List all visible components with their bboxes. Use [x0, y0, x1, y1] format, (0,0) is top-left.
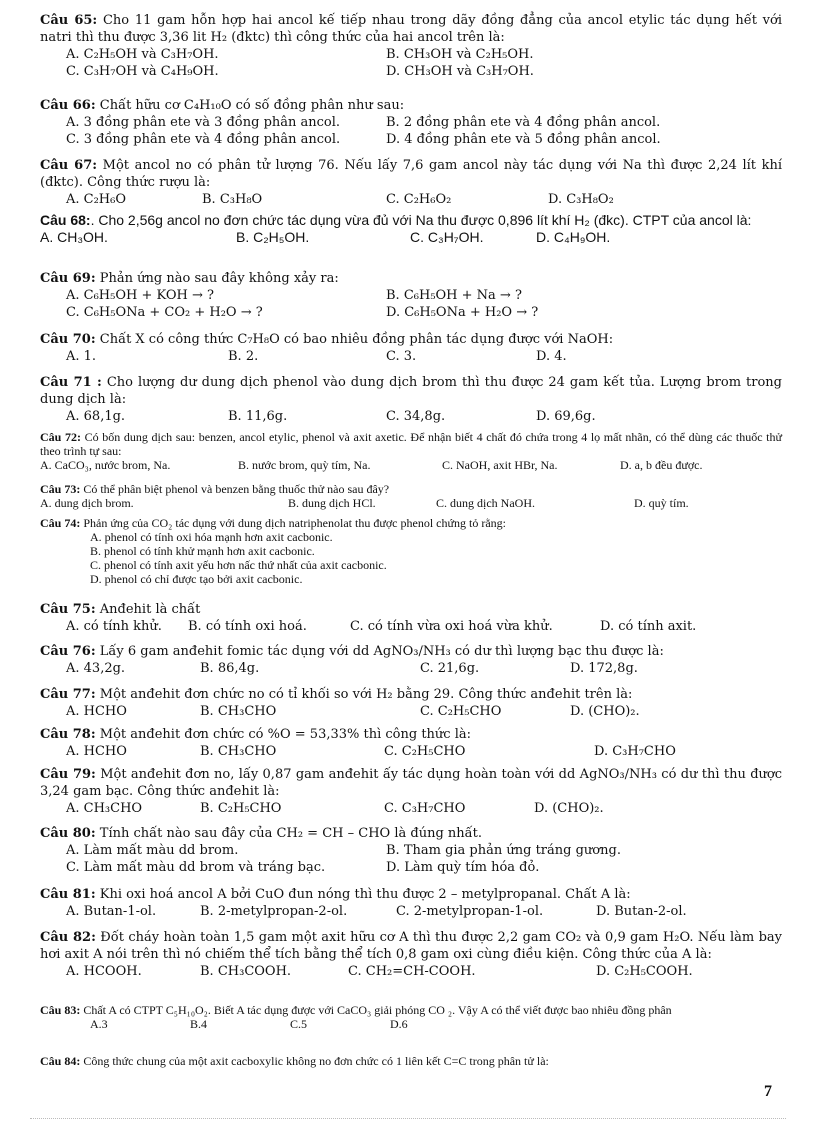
option-a: A. có tính khử. [66, 619, 162, 634]
option-c: C. C₂H₅CHO [384, 744, 466, 759]
option-a: A. 3 đồng phân ete và 3 đồng phân ancol. [66, 115, 341, 130]
question-83 [40, 1003, 782, 1031]
question-71 [40, 374, 782, 425]
question-number: Câu 66: [40, 98, 96, 113]
question-text: Chất A có CTPT C₅H₁₀O₂. Biết A tác dụng được với CaCO₃ giải phóng CO ₂. Vậy A có thể viết được bao nhiêu đồng phân [83, 1003, 672, 1017]
option-d: D. Làm quỳ tím hóa đỏ. [386, 860, 540, 875]
option-b: B. C₂H₅CHO [200, 801, 282, 816]
question-text: Phản ứng của CO₂ tác dụng với dung dịch natriphenolat thu được phenol chứng tỏ rằng: [83, 516, 506, 530]
question-number: Câu 82: [40, 930, 96, 945]
option-d: D. 4. [536, 349, 567, 364]
question-number: Câu 77: [40, 687, 96, 702]
option-a: A. CaCO₃, nước brom, Na. [40, 458, 171, 472]
option-a: A. Butan-1-ol. [66, 904, 157, 919]
option-b: B. CH₃CHO [200, 744, 277, 759]
option-c: C. dung dịch NaOH. [436, 496, 535, 510]
option-a: A. phenol có tính oxi hóa mạnh hơn axit cacbonic. [90, 530, 333, 544]
option-b: B. C₆H₅OH + Na → ? [386, 288, 522, 303]
option-a: A. C₂H₅OH và C₃H₇OH. [66, 47, 219, 62]
question-number: Câu 81: [40, 887, 96, 902]
option-d: D. 4 đồng phân ete và 5 đồng phân ancol. [386, 132, 661, 147]
option-c: C. phenol có tính axit yếu hơn nấc thứ nhất của axit cacbonic. [90, 558, 387, 572]
option-c: C. NaOH, axit HBr, Na. [442, 458, 558, 472]
question-text: Đốt cháy hoàn toàn 1,5 gam một axit hữu cơ A thì thu được 2,2 gam CO₂ và 0,9 gam H₂O. Nếu làm bay hơi axit A nói trên thì nó chiếm thể tích bằng thể tích 0,8 gam oxi cùng điều kiện. Công thức của A là: [40, 930, 783, 962]
question-text: Một anđehit đơn chức có %O = 53,33% thì công thức là: [99, 727, 471, 742]
option-b: B. 11,6g. [228, 409, 288, 424]
page-number: 7 [764, 1083, 772, 1100]
option-d: D. C₃H₇CHO [594, 744, 676, 759]
question-text: Có bốn dung dịch sau: benzen, ancol etylic, phenol và axit axetic. Để nhận biết 4 chất đó chứa trong 4 lọ mất nhãn, có thể dùng các thuốc thử theo trình tự sau: [40, 430, 782, 458]
option-d: D. 172,8g. [570, 661, 638, 676]
question-number: Câu 84: [40, 1054, 81, 1068]
question-text: Phản ứng nào sau đây không xảy ra: [99, 271, 339, 286]
option-b: B. C₂H₅OH. [236, 229, 310, 245]
question-text: Cho lượng dư dung dịch phenol vào dung dịch brom thì thu được 24 gam kết tủa. Lượng brom trong dung dịch là: [40, 375, 782, 407]
question-78 [40, 726, 782, 760]
option-c: C. C₆H₅ONa + CO₂ + H₂O → ? [66, 305, 263, 320]
question-text: Anđehit là chất [99, 602, 201, 617]
question-number: Câu 67: [40, 158, 98, 173]
option-b: B. 86,4g. [200, 661, 260, 676]
option-d: D. 69,6g. [536, 409, 596, 424]
option-d: D. có tính axit. [600, 619, 697, 634]
option-c: C. 2-metylpropan-1-ol. [396, 904, 544, 919]
option-b: B. C₃H₈O [202, 192, 263, 207]
option-a: A. C₂H₆O [66, 192, 127, 207]
footer-divider [30, 1118, 786, 1119]
question-number: Câu 79: [40, 767, 96, 782]
option-d: D. (CHO)₂. [570, 704, 640, 719]
option-c: C. C₃H₇CHO [384, 801, 466, 816]
question-text: Tính chất nào sau đây của CH₂ = CH – CHO là đúng nhất. [99, 826, 482, 841]
option-b: B. 2. [228, 349, 259, 364]
option-b: B. 2 đồng phân ete và 4 đồng phân ancol. [386, 115, 661, 130]
option-a: A. C₆H₅OH + KOH → ? [66, 288, 214, 303]
question-77 [40, 686, 782, 720]
option-a: A. HCHO [66, 744, 127, 759]
question-69 [40, 270, 782, 321]
question-65 [40, 12, 782, 80]
question-84 [40, 1054, 782, 1068]
option-d: D. Butan-2-ol. [596, 904, 687, 919]
option-b: B. CH₃COOH. [200, 964, 292, 979]
option-c: C. CH₂=CH-COOH. [348, 964, 476, 979]
option-b: B. CH₃OH và C₂H₅OH. [386, 47, 534, 62]
option-a: A. HCOOH. [66, 964, 142, 979]
question-75 [40, 601, 782, 635]
question-text: Chất hữu cơ C₄H₁₀O có số đồng phân như sau: [99, 98, 405, 113]
question-68 [40, 212, 782, 246]
option-d: D. CH₃OH và C₃H₇OH. [386, 64, 534, 79]
option-b: B.4 [190, 1017, 208, 1031]
question-text: . Cho 2,56g ancol no đơn chức tác dụng vừa đủ với Na thu được 0,896 lít khí H₂ (đkc). CTPT của ancol là: [90, 212, 752, 228]
question-74 [40, 516, 782, 586]
question-number: Câu 80: [40, 826, 96, 841]
question-number: Câu 76: [40, 644, 96, 659]
option-b: B. Tham gia phản ứng tráng gương. [386, 843, 621, 858]
option-d: D. quỳ tím. [634, 496, 689, 510]
option-d: D. phenol có chỉ được tạo bởi axit cacbonic. [90, 572, 303, 586]
question-number: Câu 72: [40, 430, 81, 444]
question-text: Một anđehit đơn chức no có tỉ khối so với H₂ bằng 29. Công thức anđehit trên là: [99, 687, 633, 702]
option-b: B. dung dịch HCl. [288, 496, 376, 510]
option-a: A. 43,2g. [66, 661, 126, 676]
option-c: C. 21,6g. [420, 661, 480, 676]
question-number: Câu 68: [40, 212, 91, 228]
option-c: C. Làm mất màu dd brom và tráng bạc. [66, 860, 326, 875]
question-text: Chất X có công thức C₇H₈O có bao nhiêu đồng phân tác dụng được với NaOH: [99, 332, 614, 347]
question-text: Công thức chung của một axit cacboxylic không no đơn chức có 1 liên kết C=C trong phân tử là: [83, 1054, 549, 1068]
option-c: C. C₂H₅CHO [420, 704, 502, 719]
option-d: D. C₃H₈O₂ [548, 192, 614, 207]
question-number: Câu 65: [40, 13, 98, 28]
question-text: Có thể phân biệt phenol và benzen bằng thuốc thử nào sau đây? [83, 482, 390, 496]
question-number: Câu 71 : [40, 375, 102, 390]
option-a: A. CH₃CHO [66, 801, 143, 816]
option-d: D.6 [390, 1017, 408, 1031]
question-text: Một anđehit đơn no, lấy 0,87 gam anđehit ấy tác dụng hoàn toàn với dd AgNO₃/NH₃ có dư thì thu được 3,24 gam bạc. Công thức anđehit là: [40, 767, 783, 799]
question-text: Khi oxi hoá ancol A bởi CuO đun nóng thì thu được 2 – metylpropanal. Chất A là: [99, 887, 631, 902]
question-81 [40, 886, 782, 920]
option-b: B. phenol có tính khử mạnh hơn axit cacbonic. [90, 544, 315, 558]
question-80 [40, 825, 782, 876]
question-number: Câu 74: [40, 516, 81, 530]
option-b: B. nước brom, quỳ tím, Na. [238, 458, 371, 472]
question-number: Câu 83: [40, 1003, 81, 1017]
option-c: C. C₂H₆O₂ [386, 192, 452, 207]
option-c: C. C₃H₇OH. [410, 229, 484, 245]
question-number: Câu 78: [40, 727, 96, 742]
option-c: C. 34,8g. [386, 409, 446, 424]
option-d: D. C₄H₉OH. [536, 229, 611, 245]
question-67 [40, 157, 782, 208]
question-70 [40, 331, 782, 365]
question-text: Cho 11 gam hỗn hợp hai ancol kế tiếp nhau trong dãy đồng đẳng của ancol etylic tác dụng hết với natri thì thu được 3,36 lit H₂ (đktc) thì công thức của hai ancol trên là: [40, 13, 782, 45]
option-c: C. C₃H₇OH và C₄H₉OH. [66, 64, 219, 79]
option-a: A. dung dịch brom. [40, 496, 134, 510]
question-number: Câu 69: [40, 271, 96, 286]
option-a: A. Làm mất màu dd brom. [66, 843, 239, 858]
question-73 [40, 482, 782, 510]
question-number: Câu 75: [40, 602, 96, 617]
question-82 [40, 929, 782, 980]
question-79 [40, 766, 782, 817]
option-c: C. 3. [386, 349, 417, 364]
option-a: A. HCHO [66, 704, 127, 719]
option-d: D. a, b đều được. [620, 458, 703, 472]
option-d: D. C₆H₅ONa + H₂O → ? [386, 305, 539, 320]
option-a: A.3 [90, 1017, 108, 1031]
option-c: C.5 [290, 1017, 308, 1031]
question-76 [40, 643, 782, 677]
option-b: B. có tính oxi hoá. [188, 619, 307, 634]
option-b: B. 2-metylpropan-2-ol. [200, 904, 348, 919]
option-c: C. 3 đồng phân ete và 4 đồng phân ancol. [66, 132, 341, 147]
option-a: A. 1. [66, 349, 97, 364]
question-66 [40, 97, 782, 148]
question-text: Một ancol no có phân tử lượng 76. Nếu lấy 7,6 gam ancol này tác dụng với Na thì được 2,24 lít khí (đktc). Công thức rượu là: [40, 158, 782, 190]
option-b: B. CH₃CHO [200, 704, 277, 719]
option-d: D. (CHO)₂. [534, 801, 604, 816]
question-text: Lấy 6 gam anđehit fomic tác dụng với dd AgNO₃/NH₃ có dư thì lượng bạc thu được là: [99, 644, 664, 659]
option-c: C. có tính vừa oxi hoá vừa khử. [350, 619, 553, 634]
question-number: Câu 70: [40, 332, 96, 347]
option-a: A. CH₃OH. [40, 229, 108, 245]
option-d: D. C₂H₅COOH. [596, 964, 693, 979]
option-a: A. 68,1g. [66, 409, 126, 424]
question-number: Câu 73: [40, 482, 81, 496]
question-72 [40, 430, 782, 472]
